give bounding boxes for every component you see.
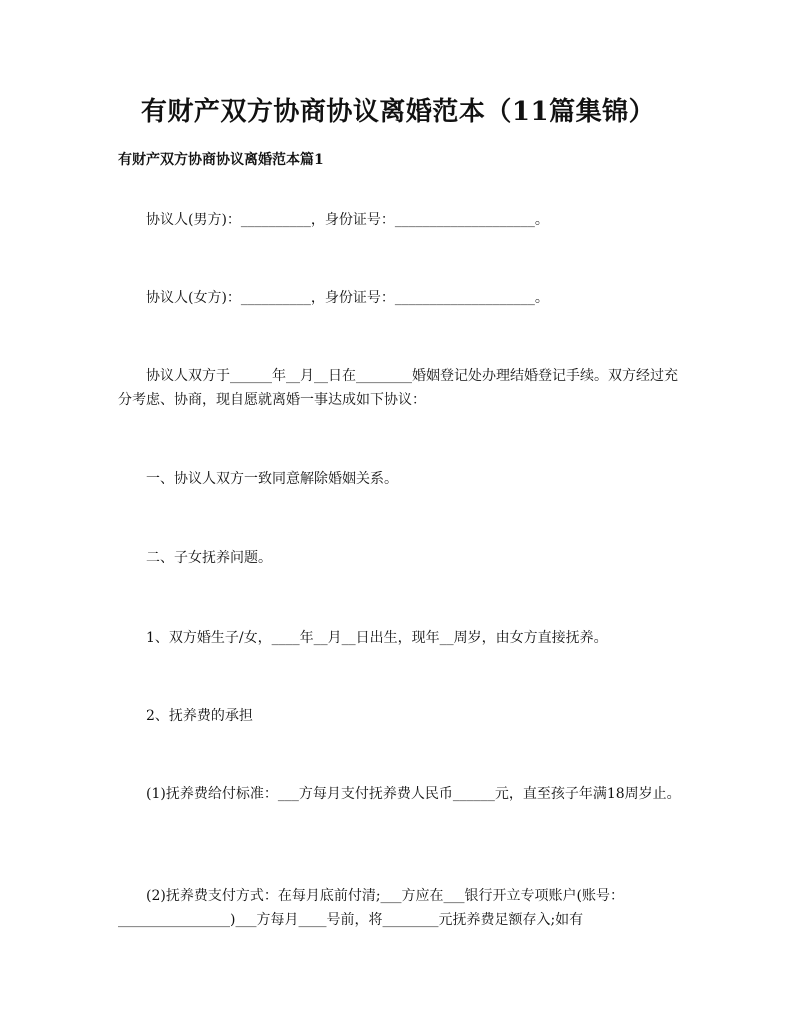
document-title: 有财产双方协商协议离婚范本（11篇集锦） bbox=[140, 97, 656, 127]
paragraph-clause-child-custody: 二、子女抚养问题。 bbox=[146, 550, 272, 566]
paragraph-female-party: 协议人(女方)：__________，身份证号：____________________。 bbox=[146, 290, 549, 306]
section-heading: 有财产双方协商协议离婚范本篇1 bbox=[118, 152, 324, 168]
paragraph-support-heading: 2、抚养费的承担 bbox=[146, 708, 253, 724]
paragraph-male-party: 协议人(男方)：__________，身份证号：____________________。 bbox=[146, 212, 549, 228]
paragraph-marriage-registration: 协议人双方于______年__月__日在________婚姻登记处办理结婚登记手续。双方经过充分考虑、协商，现自愿就离婚一事达成如下协议： bbox=[118, 368, 678, 408]
paragraph-clause-dissolve: 一、协议人双方一致同意解除婚姻关系。 bbox=[146, 471, 398, 487]
paragraph-support-standard: (1)抚养费给付标准：___方每月支付抚养费人民币______元，直至孩子年满18周岁止。 bbox=[146, 786, 681, 802]
paragraph-child-info: 1、双方婚生子/女，____年__月__日出生，现年__周岁，由女方直接抚养。 bbox=[146, 630, 608, 646]
paragraph-support-payment: (2)抚养费支付方式：在每月底前付清;___方应在___银行开立专项账户(账号：________________)___方每月____号前，将________元抚养费足额存入;如有 bbox=[118, 888, 625, 928]
